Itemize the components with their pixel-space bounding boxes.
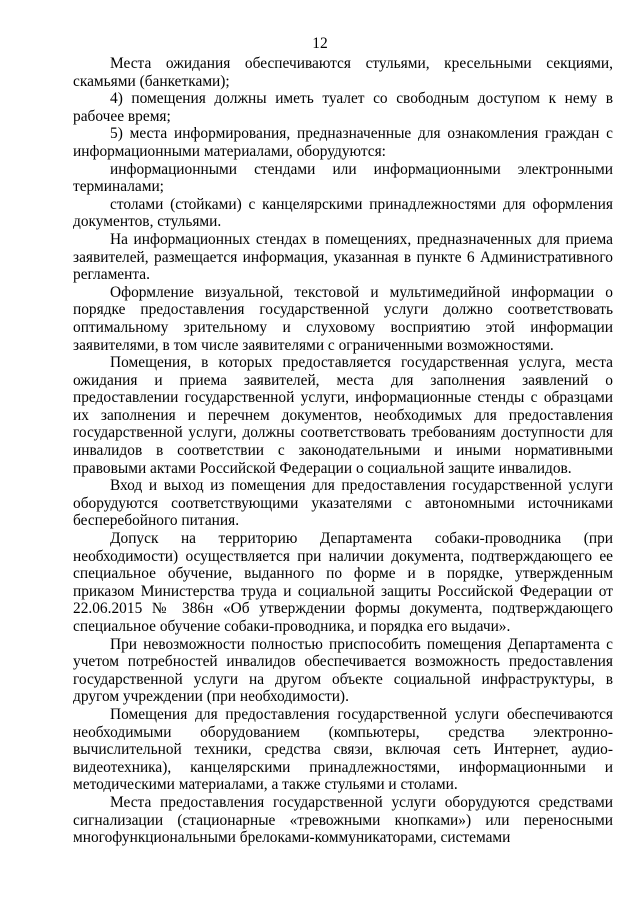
paragraph: Места ожидания обеспечиваются стульями, кресельными секциями, скамьями (банкетками); xyxy=(73,55,613,90)
paragraph: Места предоставления государственной услуги оборудуются средствами сигнализации (стационарные «тревожными кнопками») или переносными многофункциональными брелоками-коммуникаторами, системами xyxy=(73,793,613,847)
paragraph: На информационных стендах в помещениях, предназначенных для приема заявителей, размещается информация, указанная в пункте 6 Административного регламента. xyxy=(73,230,613,284)
paragraph: информационными стендами или информационными электронными терминалами; xyxy=(73,160,613,196)
paragraph: Вход и выход из помещения для предоставления государственной услуги оборудуются соответствующими указателями с автономными источниками бесперебойного питания. xyxy=(73,477,613,530)
paragraph: 4) помещения должны иметь туалет со свободным доступом к нему в рабочее время; xyxy=(73,90,613,125)
paragraph: Помещения для предоставления государственной услуги обеспечиваются необходимыми оборудованием (компьютеры, средства электронно-вычислительной техники, средства связи, включая сеть Интернет, аудио-видеотехника), канцелярскими принадлежностями, информационными и методическими материалами, а также стульями и столами. xyxy=(73,705,613,794)
page-number: 12 xyxy=(312,35,328,52)
paragraph: Помещения, в которых предоставляется государственная услуга, места ожидания и приема заявителей, места для заполнения заявлений о предоставлении государственной услуги, информационные стенды с образцами их заполнения и перечнем документов, необходимых для предоставления государственной услуги, должны соответствовать требованиям доступности для инвалидов в соответствии с законодательными и иными нормативными правовыми актами Российской Федерации о социальной защите инвалидов. xyxy=(73,354,613,477)
document-body xyxy=(73,55,613,847)
paragraph: столами (стойками) с канцелярскими принадлежностями для оформления документов, стульями. xyxy=(73,195,613,231)
paragraph: Оформление визуальной, текстовой и мультимедийной информации о порядке предоставления государственной услуги должно соответствовать оптимальному зрительному и слуховому восприятию этой информации заявителями, в том числе заявителями с ограниченными возможностями. xyxy=(73,283,613,354)
paragraph: 5) места информирования, предназначенные для ознакомления граждан с информационными материалами, оборудуются: xyxy=(73,125,613,160)
paragraph: При невозможности полностью приспособить помещения Департамента с учетом потребностей инвалидов обеспечивается возможность предоставления государственной услуги на другом объекте социальной инфраструктуры, в другом учреждении (при необходимости). xyxy=(73,635,613,706)
paragraph: Допуск на территорию Департамента собаки-проводника (при необходимости) осуществляется при наличии документа, подтверждающего ее специальное обучение, выданного по форме и в порядке, утвержденным приказом Министерства труда и социальной защиты Российской Федерации от 22.06.2015 № 386н «Об утверждении формы документа, подтверждающего специальное обучение собаки-проводника, и порядка его выдачи». xyxy=(73,530,613,635)
